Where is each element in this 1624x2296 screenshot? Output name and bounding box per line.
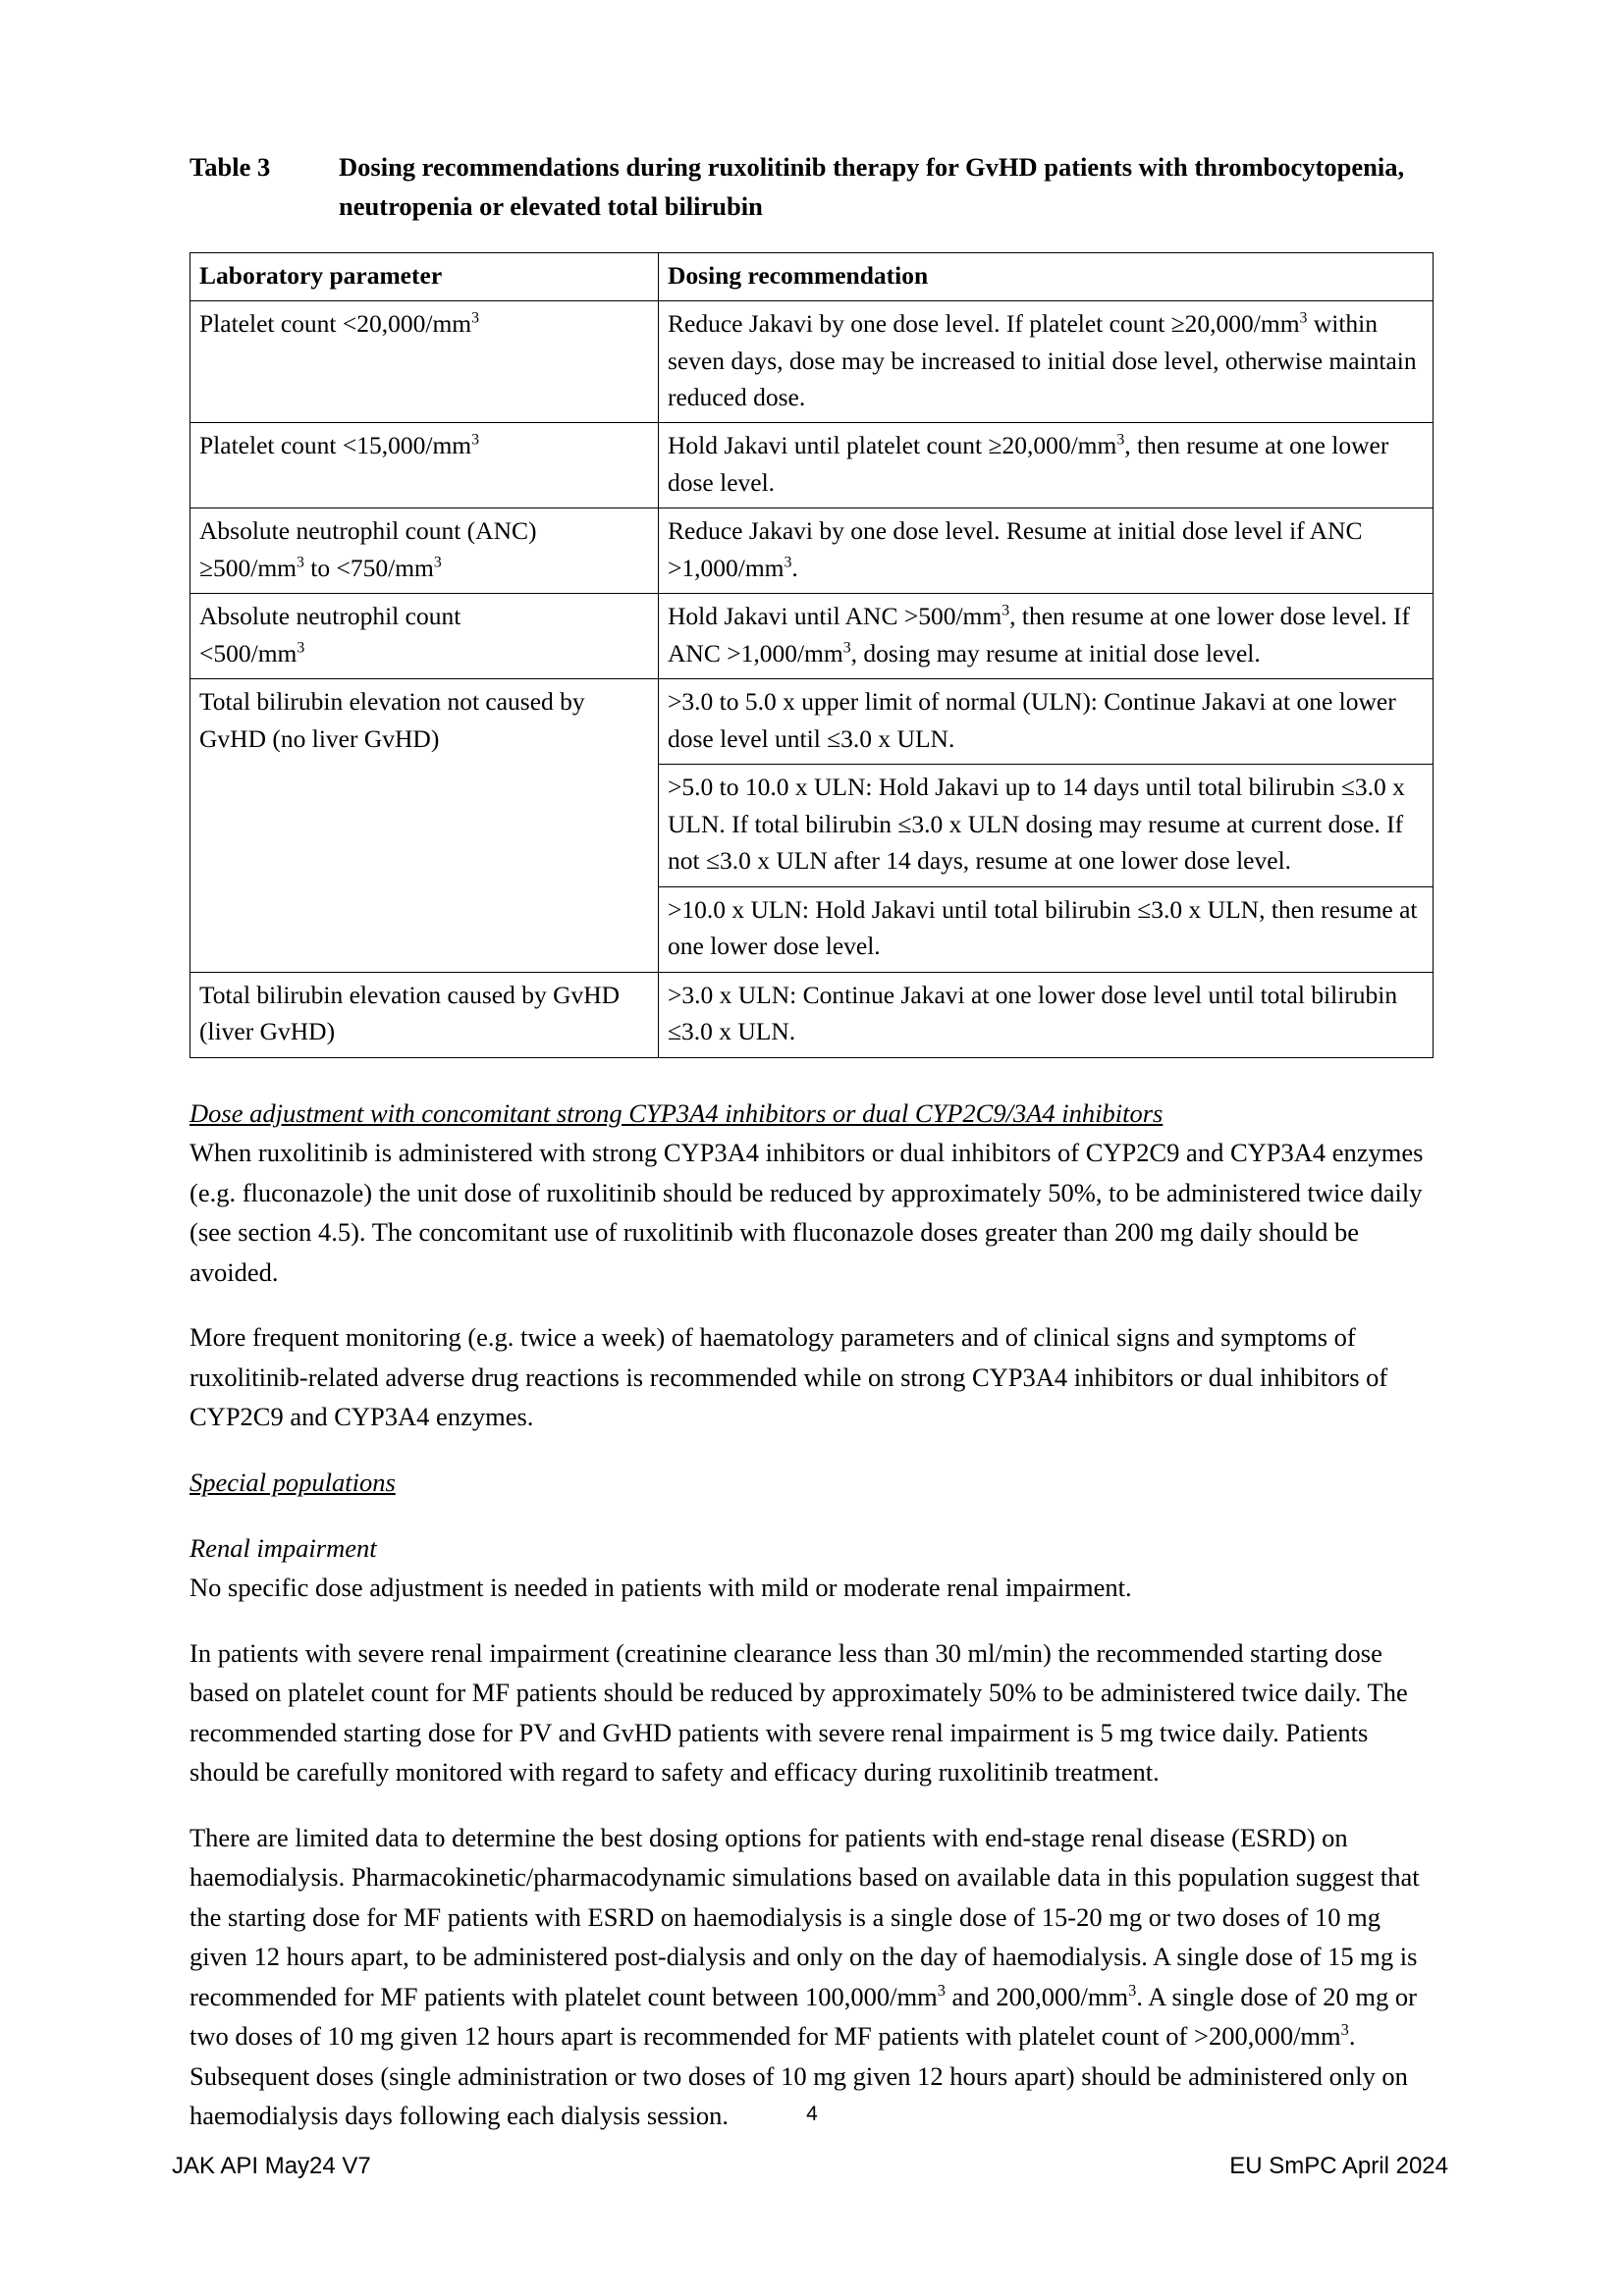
superscript: 3 xyxy=(937,1981,946,2000)
superscript: 3 xyxy=(1299,309,1308,327)
cell-recommendation: Reduce Jakavi by one dose level. Resume at initial dose level if ANC $>1,000/mm^3$. xyxy=(659,508,1434,594)
superscript: 3 xyxy=(1128,1981,1137,2000)
superscript: 3 xyxy=(1001,602,1010,619)
monitoring-paragraph: More frequent monitoring (e.g. twice a week) of haematology parameters and of clinical signs and symptoms of ruxolitinib-related adverse drug reactions is recommended while on strong CYP3A4 inhibitors or dual inhibitors of CYP2C9 and CYP3A4 enzymes. xyxy=(189,1322,1388,1432)
table-header-row xyxy=(190,252,1434,300)
table-row xyxy=(190,972,1434,1057)
renal-paragraph-2: In patients with severe renal impairment (creatinine clearance less than 30 ml/min) the recommended starting dose based on platelet count for MF patients should be reduced by approximately 50% to be administered twice daily. The recommended starting dose for PV and GvHD patients with severe renal impairment is 5 mg twice daily. Patients should be carefully monitored with regard to safety and efficacy during ruxolitinib treatment. xyxy=(189,1637,1408,1788)
table-row xyxy=(190,423,1434,508)
cyp-paragraph: When ruxolitinib is administered with strong CYP3A4 inhibitors or dual inhibitors of CYP2C9 and CYP3A4 enzymes (e.g. fluconazole) the unit dose of ruxolitinib should be reduced by approximately 50%, to be administered twice daily (see section 4.5). The concomitant use of ruxolitinib with fluconazole doses greater than 200 mg daily should be avoided. xyxy=(189,1138,1424,1287)
superscript: 3 xyxy=(1340,2020,1349,2040)
renal-paragraph-1: No specific dose adjustment is needed in patients with mild or moderate renal impairment. xyxy=(189,1573,1132,1603)
cell-recommendation: >10.0 x ULN: Hold Jakavi until total bilirubin ≤3.0 x ULN, then resume at one lower dose level. xyxy=(659,886,1434,972)
table-caption: Dosing recommendations during ruxolitinib therapy for GvHD patients with thrombocytopenia, neutropenia or elevated total bilirubin xyxy=(339,152,1405,222)
superscript: 3 xyxy=(297,639,305,657)
cell-parameter: Total bilirubin elevation not caused by GvHD (no liver GvHD) xyxy=(190,679,659,972)
superscript: 3 xyxy=(842,639,851,657)
superscript: 3 xyxy=(784,554,792,571)
esrd-paragraph: There are limited data to determine the best dosing options for patients with end-stage renal disease (ESRD) on haemodialysis. Pharmacokinetic/pharmacodynamic simulations based on available data in this population suggest that the starting dose for MF patients with ESRD on haemodialysis is a single dose of 15-20 mg or two doses of 10 mg given 12 hours apart, to be administered post-dialysis and only on the day of haemodialysis. A single dose of 15 mg is recommended for MF patients with platelet count between $100,000/mm^3$ and $200,000/mm^3$. A single dose of 20 mg or two doses of 10 mg given 12 hours apart is recommended for MF patients with platelet count of $>200,000/mm^3$. Subsequent doses (single administration or two doses of 10 mg given 12 hours apart) should be administered only on haemodialysis days following each dialysis session. xyxy=(189,1822,1420,2131)
footer-right-text: EU SmPC April 2024 xyxy=(1229,2153,1448,2179)
spacer xyxy=(189,1792,1433,1818)
footer-left-text: JAK API May24 V7 xyxy=(172,2153,371,2179)
table-row xyxy=(190,301,1434,423)
dosing-recommendations-table xyxy=(189,252,1434,1058)
cell-recommendation: >3.0 to 5.0 x upper limit of normal (ULN): Continue Jakavi at one lower dose level until ≤3.0 x ULN. xyxy=(659,679,1434,765)
superscript: 3 xyxy=(471,431,480,449)
cell-recommendation: Reduce Jakavi by one dose level. If platelet count $\ge 20,000/mm^3$ within seven days, dose may be increased to initial dose level, otherwise maintain reduced dose. xyxy=(659,301,1434,423)
cell-parameter: Absolute neutrophil count (ANC) $\ge 500/mm^3$ to $<750/mm^3$ xyxy=(190,508,659,594)
cell-recommendation: >3.0 x ULN: Continue Jakavi at one lower dose level until total bilirubin ≤3.0 x ULN. xyxy=(659,972,1434,1057)
cyp-section xyxy=(189,1094,1433,1293)
superscript: 3 xyxy=(471,309,480,327)
page-footer xyxy=(172,2153,1448,2180)
spacer xyxy=(189,1292,1433,1317)
table-label: Table 3 xyxy=(189,152,271,182)
cell-parameter: Total bilirubin elevation caused by GvHD (liver GvHD) xyxy=(190,972,659,1057)
parameter-text: Platelet count <20,000/mm xyxy=(199,309,472,339)
superscript: 3 xyxy=(1116,431,1125,449)
table-row xyxy=(190,508,1434,594)
page-number: 4 xyxy=(806,2103,818,2125)
cyp-heading: Dose adjustment with concomitant strong CYP3A4 inhibitors or dual CYP2C9/3A4 inhibitors xyxy=(189,1097,1164,1128)
page-content xyxy=(189,147,1433,2136)
spacer xyxy=(189,1503,1433,1528)
superscript: 3 xyxy=(433,554,442,571)
column-header-dosing-recommendation: Dosing recommendation xyxy=(659,252,1434,300)
cell-parameter: Absolute neutrophil count $<500/mm^3$ xyxy=(190,594,659,679)
superscript: 3 xyxy=(297,554,304,571)
cell-recommendation: >5.0 to 10.0 x ULN: Hold Jakavi up to 14 days until total bilirubin ≤3.0 x ULN. If total bilirubin ≤3.0 x ULN dosing may resume at current dose. If not ≤3.0 x ULN after 14 days, resume at one lower dose level. xyxy=(659,765,1434,886)
cell-recommendation: Hold Jakavi until platelet count $\ge 20,000/mm^3$, then resume at one lower dose level. xyxy=(659,423,1434,508)
table-title xyxy=(189,147,1433,227)
table-row xyxy=(190,594,1434,679)
parameter-text: Platelet count <15,000/mm xyxy=(199,431,472,460)
cell-parameter xyxy=(190,301,659,423)
cell-recommendation: Hold Jakavi until ANC $>500/mm^3$, then resume at one lower dose level. If ANC $>1,000/mm^3$, dosing may resume at initial dose level. xyxy=(659,594,1434,679)
special-populations-heading: Special populations xyxy=(189,1467,396,1497)
column-header-laboratory-parameter: Laboratory parameter xyxy=(190,252,659,300)
renal-impairment-heading: Renal impairment xyxy=(189,1532,377,1563)
spacer xyxy=(189,1437,1433,1463)
spacer xyxy=(189,1608,1433,1633)
cell-parameter xyxy=(190,423,659,508)
table-row xyxy=(190,679,1434,765)
